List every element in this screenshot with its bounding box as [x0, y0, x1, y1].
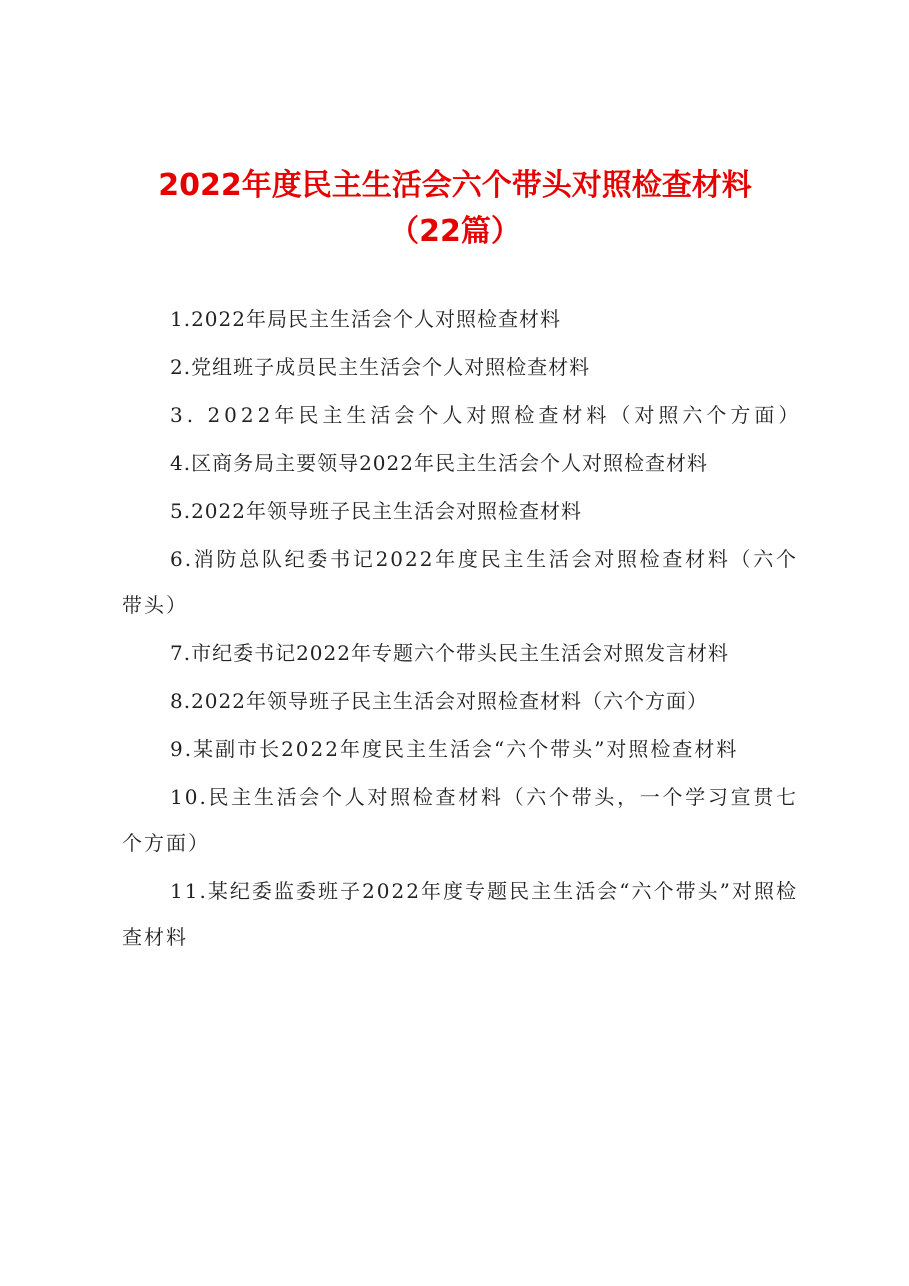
list-item: 11.某纪委监委班子2022年度专题民主生活会“六个带头”对照检查材料 — [122, 879, 798, 949]
list-item: 1.2022年局民主生活会个人对照检查材料 — [170, 307, 561, 331]
document-subtitle: （22篇） — [389, 214, 521, 249]
list-item: 7.市纪委书记2022年专题六个带头民主生活会对照发言材料 — [170, 641, 729, 665]
list-item: 2.党组班子成员民主生活会个人对照检查材料 — [170, 355, 591, 379]
list-item: 9.某副市长2022年度民主生活会“六个带头”对照检查材料 — [170, 737, 739, 761]
list-item: 6.消防总队纪委书记2022年度民主生活会对照检查材料（六个带头） — [122, 547, 798, 617]
document-title: 2022年度民主生活会六个带头对照检查材料 — [158, 168, 752, 203]
table-of-contents — [122, 296, 803, 962]
list-item: 4.区商务局主要领导2022年民主生活会个人对照检查材料 — [170, 451, 708, 475]
list-item: 10.民主生活会个人对照检查材料（六个带头，一个学习宣贯七个方面） — [122, 785, 798, 855]
list-item: 3. 2022年民主生活会个人对照检查材料（对照六个方面） — [170, 403, 803, 427]
list-item: 5.2022年领导班子民主生活会对照检查材料 — [170, 499, 582, 523]
list-item: 8.2022年领导班子民主生活会对照检查材料（六个方面） — [170, 689, 708, 713]
